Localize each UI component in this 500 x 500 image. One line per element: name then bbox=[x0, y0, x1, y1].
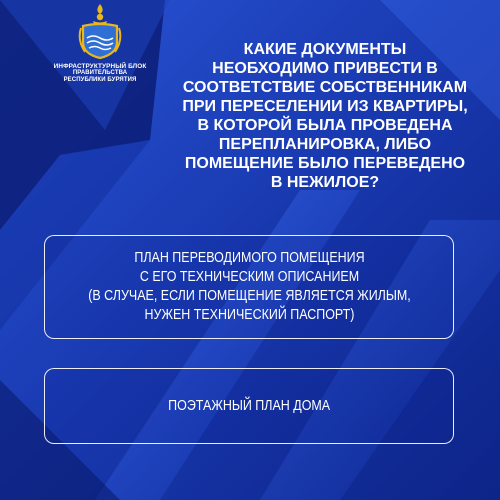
org-logo-block bbox=[40, 2, 160, 84]
answer-card-2 bbox=[44, 368, 454, 444]
org-government-line2: РЕСПУБЛИКИ БУРЯТИЯ bbox=[63, 77, 137, 83]
answer-card-2-text: ПОЭТАЖНЫЙ ПЛАН ДОМА bbox=[168, 397, 330, 414]
org-government-line1: ПРАВИТЕЛЬСТВА bbox=[72, 70, 128, 76]
answer-card-1-text: ПЛАН ПЕРЕВОДИМОГО ПОМЕЩЕНИЯ С ЕГО ТЕХНИЧЕСКИМ ОПИСАНИЕМ (В СЛУЧАЕ, ЕСЛИ ПОМЕЩЕНИЕ ЯВЛЯЕТСЯ ЖИЛЫМ, НУЖЕН ТЕХНИЧЕСКИЙ ПАСПОРТ) bbox=[87, 250, 411, 323]
org-name: ИНФРАСТРУКТУРНЫЙ БЛОК bbox=[53, 63, 147, 70]
answer-card-1 bbox=[44, 235, 454, 339]
page-title-question: КАКИЕ ДОКУМЕНТЫ НЕОБХОДИМО ПРИВЕСТИ В СООТВЕТСТВИЕ СОБСТВЕННИКАМ ПРИ ПЕРЕСЕЛЕНИИ ИЗ КВАРТИРЫ, В КОТОРОЙ БЫЛА ПРОВЕДЕНА ПЕРЕПЛАНИРОВКА, ЛИБО ПОМЕЩЕНИЕ БЫЛО ПЕРЕВЕДЕНО В НЕЖИЛОЕ? bbox=[182, 41, 468, 191]
coat-of-arms-emblem-icon bbox=[77, 2, 123, 60]
